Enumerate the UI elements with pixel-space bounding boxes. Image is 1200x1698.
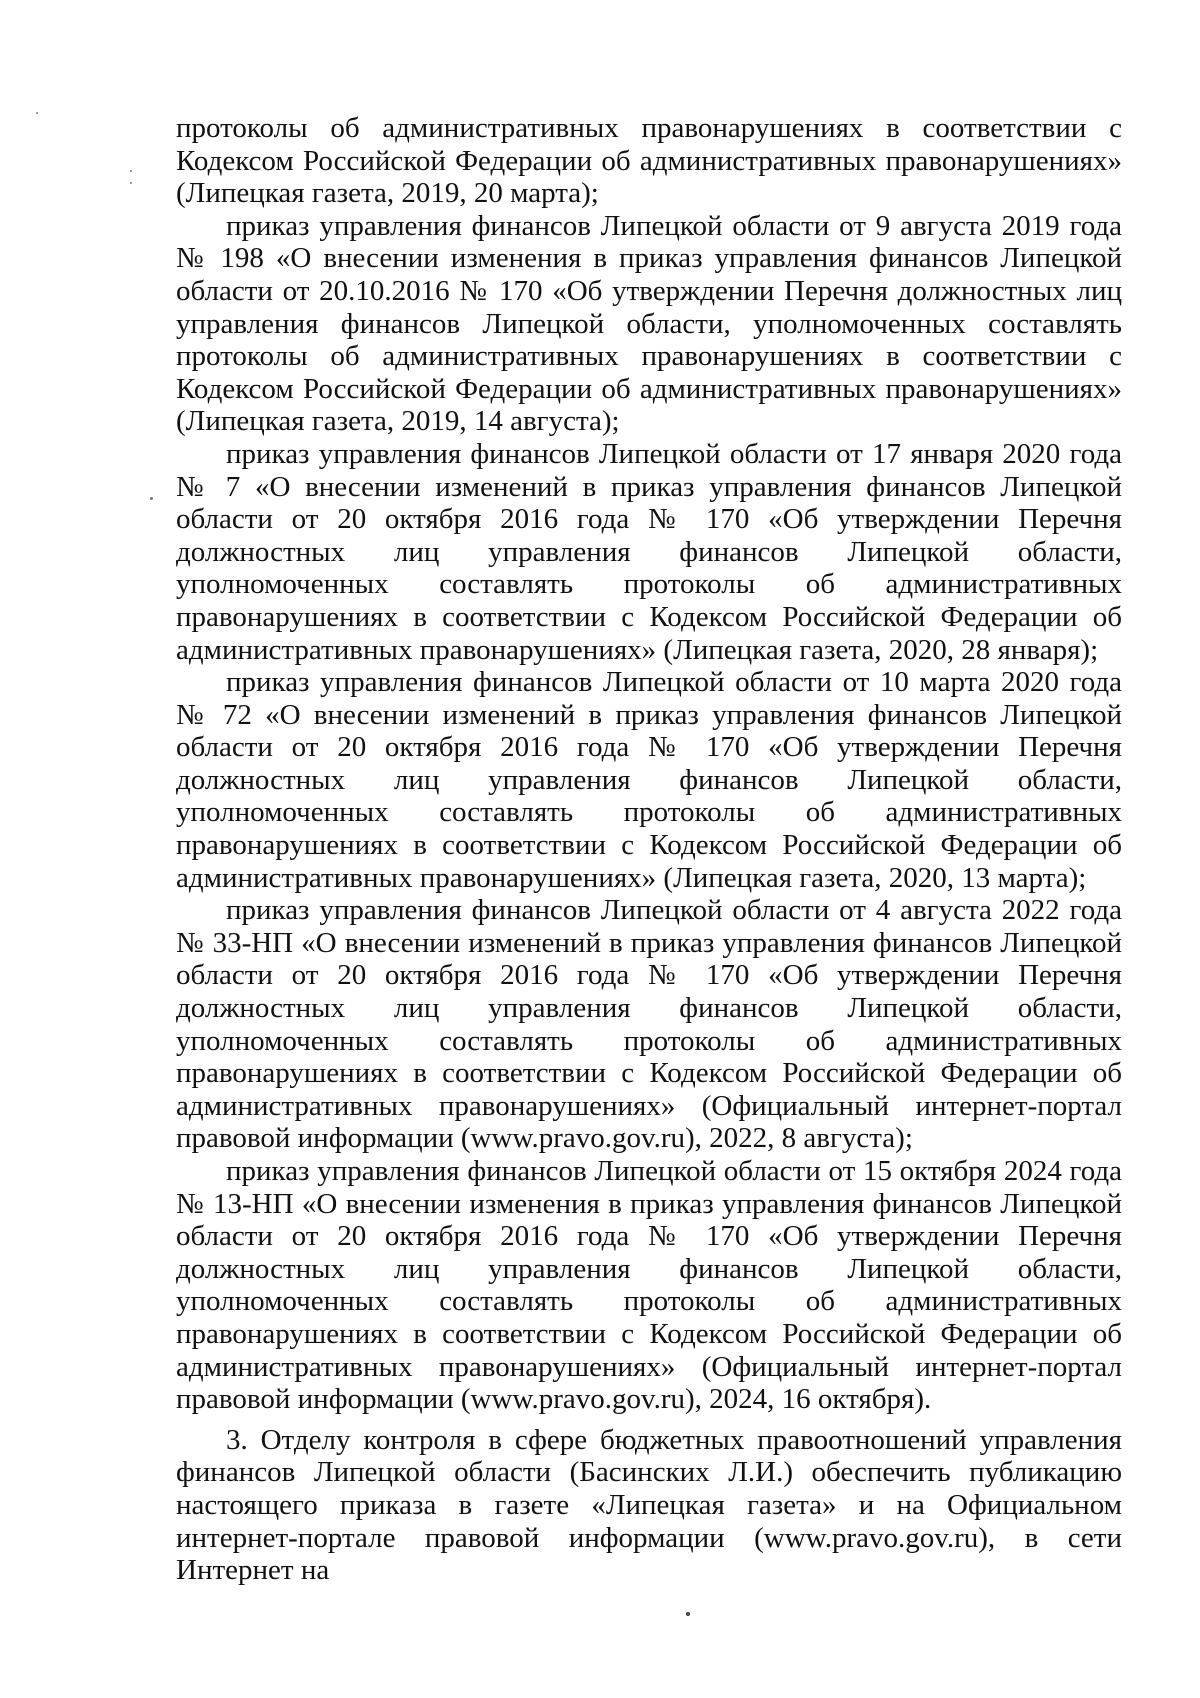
paragraph-order-2019-198: приказ управления финансов Липецкой области от 9 августа 2019 года № 198 «О внесении изменения в приказ управления финансов Липецкой области от 20.10.2016 № 170 «Об утверждении Перечня должностных лиц управления финансов Липецкой области, уполномоченных составлять протоколы об административных правонарушениях в соответствии с Кодексом Российской Федерации об административных правонарушениях» (Липецкая газета, 2019, 14 августа);: [176, 209, 1122, 438]
scan-speck: [150, 497, 153, 500]
document-body: [176, 112, 1122, 1587]
paragraph-order-2020-72: приказ управления финансов Липецкой области от 10 марта 2020 года № 72 «О внесении изменений в приказ управления финансов Липецкой области от 20 октября 2016 года № 170 «Об утверждении Перечня должностных лиц управления финансов Липецкой области, уполномоченных составлять протоколы об административных правонарушениях в соответствии с Кодексом Российской Федерации об административных правонарушениях» (Липецкая газета, 2020, 13 марта);: [176, 666, 1122, 894]
paragraph-order-2022-33np: приказ управления финансов Липецкой области от 4 августа 2022 года № 33-НП «О внесении изменений в приказ управления финансов Липецкой области от 20 октября 2016 года № 170 «Об утверждении Перечня должностных лиц управления финансов Липецкой области, уполномоченных составлять протоколы об административных правонарушениях в соответствии с Кодексом Российской Федерации об административных правонарушениях» (Официальный интернет-портал правовой информации (www.pravo.gov.ru), 2022, 8 августа);: [176, 894, 1122, 1155]
paragraph-order-2024-13np: приказ управления финансов Липецкой области от 15 октября 2024 года № 13-НП «О внесении изменения в приказ управления финансов Липецкой области от 20 октября 2016 года № 170 «Об утверждении Перечня должностных лиц управления финансов Липецкой области, уполномоченных составлять протоколы об административных правонарушениях в соответствии с Кодексом Российской Федерации об административных правонарушениях» (Официальный интернет-портал правовой информации (www.pravo.gov.ru), 2024, 16 октября).: [176, 1155, 1122, 1416]
scan-speck: [130, 182, 132, 184]
paragraph-order-2020-7: приказ управления финансов Липецкой области от 17 января 2020 года № 7 «О внесении изменений в приказ управления финансов Липецкой области от 20 октября 2016 года № 170 «Об утверждении Перечня должностных лиц управления финансов Липецкой области, уполномоченных составлять протоколы об административных правонарушениях в соответствии с Кодексом Российской Федерации об административных правонарушениях» (Липецкая газета, 2020, 28 января);: [176, 437, 1122, 666]
paragraph-item-3: 3. Отделу контроля в сфере бюджетных правоотношений управления финансов Липецкой области (Басинских Л.И.) обеспечить публикацию настоящего приказа в газете «Липецкая газета» и на Официальном интернет-портале правовой информации (www.pravo.gov.ru), в сети Интернет на: [176, 1423, 1122, 1587]
scan-speck: [130, 170, 132, 172]
paragraph-continuation: протоколы об административных правонарушениях в соответствии с Кодексом Российской Федерации об административных правонарушениях» (Липецкая газета, 2019, 20 марта);: [176, 112, 1122, 210]
scan-speck: [686, 1612, 690, 1616]
scan-speck: [36, 112, 38, 114]
